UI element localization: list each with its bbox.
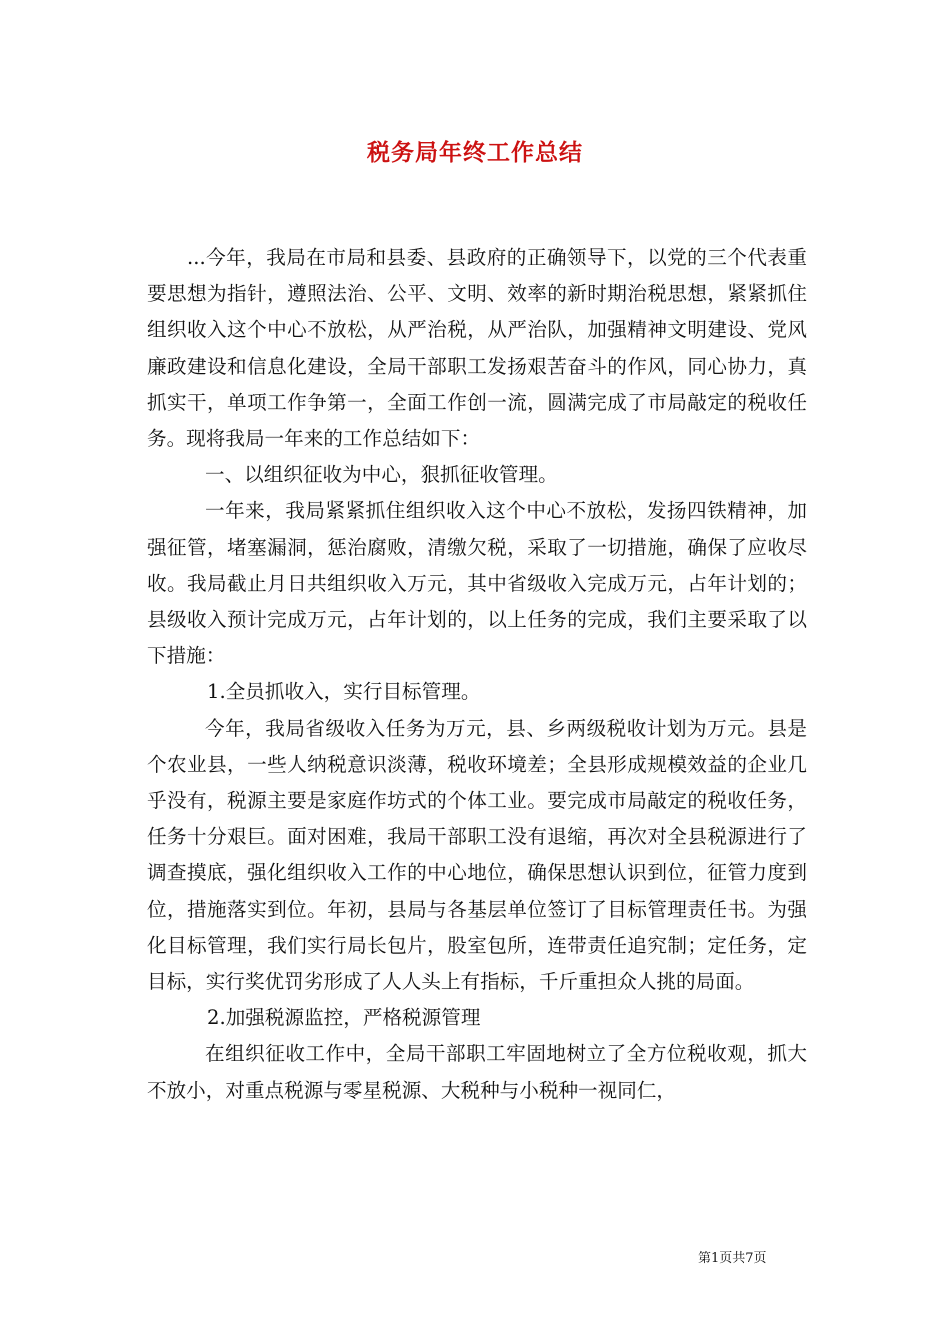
- section-heading-1: 一、以组织征收为中心，狠抓征收管理。: [205, 463, 558, 487]
- document-title: 税务局年终工作总结: [367, 139, 583, 166]
- subheading-1: 1.全员抓收入，实行目标管理。: [207, 680, 481, 704]
- paragraph-intro: ...今年，我局在市局和县委、县政府的正确领导下，以党的三个代表重要思想为指针，遵照法治、公平、文明、效率的新时期治税思想，紧紧抓住组织收入这个中心不放松，从严治税，从严治队，加强精神文明建设、党风廉政建设和信息化建设，全局干部职工发扬艰苦奋斗的作风，同心协力，真抓实干，单项工作争第一，全面工作创一流，圆满完成了市局敲定的税收任务。现将我局一年来的工作总结如下：: [147, 246, 807, 451]
- paragraph-sub-2: 在组织征收工作中，全局干部职工牢固地树立了全方位税收观，抓大不放小，对重点税源与零星税源、大税种与小税种一视同仁，: [147, 1042, 807, 1102]
- paragraph-sub-1: 今年，我局省级收入任务为万元，县、乡两级税收计划为万元。县是个农业县，一些人纳税意识淡薄，税收环境差；全县形成规模效益的企业几乎没有，税源主要是家庭作坊式的个体工业。要完成市局敲定的税收任务，任务十分艰巨。面对困难，我局干部职工没有退缩，再次对全县税源进行了调查摸底，强化组织收入工作的中心地位，确保思想认识到位，征管力度到位，措施落实到位。年初，县局与各基层单位签订了目标管理责任书。为强化目标管理，我们实行局长包片，股室包所，连带责任追究制；定任务，定目标，实行奖优罚劣形成了人人头上有指标，千斤重担众人挑的局面。: [147, 716, 807, 994]
- document-body: [147, 240, 807, 1109]
- paragraph-section-1: 一年来，我局紧紧抓住组织收入这个中心不放松，发扬四铁精神，加强征管，堵塞漏洞，惩治腐败，清缴欠税，采取了一切措施，确保了应收尽收。我局截止月日共组织收入万元，其中省级收入完成万元，占年计划的；县级收入预计完成万元，占年计划的，以上任务的完成，我们主要采取了以下措施：: [147, 499, 807, 668]
- subheading-2: 2.加强税源监控，严格税源管理: [207, 1006, 481, 1030]
- page-number: 第1页共7页: [698, 1251, 767, 1266]
